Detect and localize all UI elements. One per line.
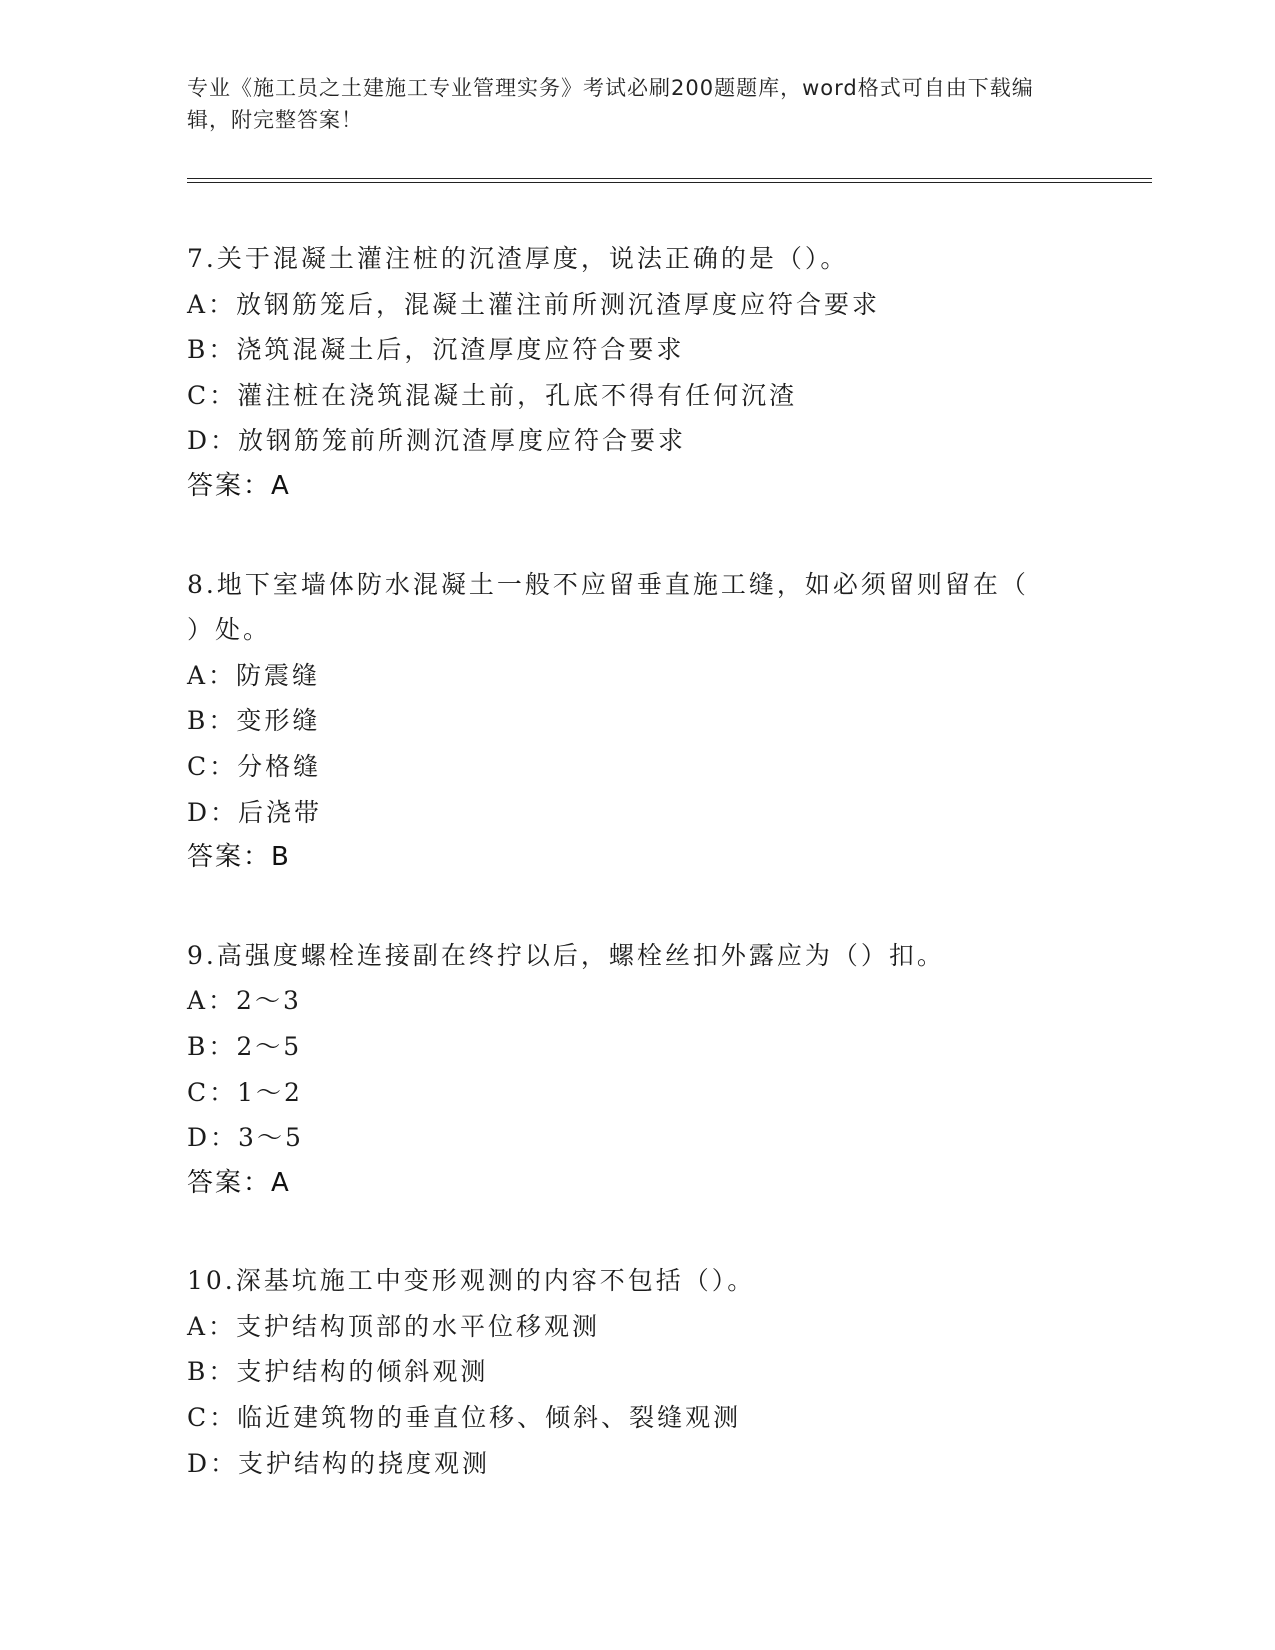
header-divider-top <box>187 178 1152 179</box>
option-d: D：支护结构的挠度观测 <box>187 1448 491 1478</box>
option-b: B：变形缝 <box>187 706 321 736</box>
question-10 <box>187 1258 1087 1486</box>
option-b: B：浇筑混凝土后，沉渣厚度应符合要求 <box>187 335 685 365</box>
option-d: D：3～5 <box>187 1123 304 1153</box>
question-stem: 10.深基坑施工中变形观测的内容不包括（）。 <box>187 1266 756 1296</box>
document-header: 专业《施工员之土建施工专业管理实务》考试必刷200题题库，word格式可自由下载编辑，附完整答案！ <box>187 76 1034 132</box>
answer: 答案：A <box>187 1167 291 1198</box>
option-c: C：灌注桩在浇筑混凝土前，孔底不得有任何沉渣 <box>187 380 798 410</box>
question-list <box>187 236 1087 1538</box>
option-a: A：支护结构顶部的水平位移观测 <box>187 1311 601 1341</box>
option-a: A：放钢筋笼后，混凝土灌注前所测沉渣厚度应符合要求 <box>187 289 881 319</box>
question-stem-continued: ）处。 <box>187 615 272 645</box>
question-9 <box>187 933 1087 1207</box>
question-8 <box>187 562 1087 881</box>
option-a: A：防震缝 <box>187 660 321 690</box>
question-7 <box>187 236 1087 510</box>
option-a: A：2～3 <box>187 986 302 1016</box>
option-b: B：支护结构的倾斜观测 <box>187 1357 489 1387</box>
answer: 答案：A <box>187 470 291 501</box>
question-stem: 8.地下室墙体防水混凝土一般不应留垂直施工缝，如必须留则留在（ <box>187 569 1029 599</box>
option-d: D：放钢筋笼前所测沉渣厚度应符合要求 <box>187 426 687 456</box>
option-c: C：分格缝 <box>187 751 322 781</box>
option-c: C：1～2 <box>187 1077 303 1107</box>
option-d: D：后浇带 <box>187 797 323 827</box>
option-c: C：临近建筑物的垂直位移、倾斜、裂缝观测 <box>187 1403 742 1433</box>
answer: 答案：B <box>187 842 291 873</box>
option-b: B：2～5 <box>187 1031 303 1061</box>
question-stem: 7.关于混凝土灌注桩的沉渣厚度，说法正确的是（）。 <box>187 244 849 273</box>
question-stem: 9.高强度螺栓连接副在终拧以后，螺栓丝扣外露应为（）扣。 <box>187 940 945 970</box>
header-divider-bottom <box>187 182 1152 183</box>
